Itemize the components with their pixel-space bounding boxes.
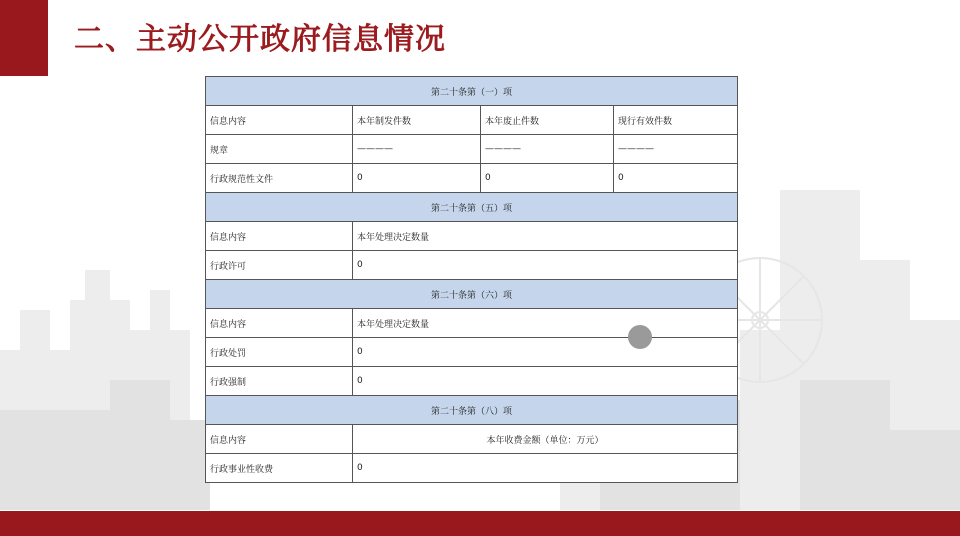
header-cell: 本年收费金额（单位：万元） bbox=[353, 425, 738, 454]
header-cell: 信息内容 bbox=[206, 222, 353, 251]
header-cell: 本年废止件数 bbox=[481, 106, 614, 135]
table-cell: 0 bbox=[353, 454, 738, 483]
header-cell: 本年处理决定数量 bbox=[353, 222, 738, 251]
table-cell: 0 bbox=[614, 164, 738, 193]
table-cell: ———— bbox=[353, 135, 481, 164]
table-row bbox=[206, 135, 738, 164]
table-cell: 0 bbox=[481, 164, 614, 193]
header-cell: 信息内容 bbox=[206, 106, 353, 135]
table-cell: 0 bbox=[353, 367, 738, 396]
section-heading-row bbox=[206, 193, 738, 222]
row-label: 行政许可 bbox=[206, 251, 353, 280]
table-header-row bbox=[206, 309, 738, 338]
row-label: 行政规范性文件 bbox=[206, 164, 353, 193]
corner-accent-block bbox=[0, 0, 48, 76]
table-cell: 0 bbox=[353, 164, 481, 193]
section-heading-row bbox=[206, 280, 738, 309]
section-heading: 第二十条第（五）项 bbox=[206, 193, 738, 222]
row-label: 行政强制 bbox=[206, 367, 353, 396]
table-header-row bbox=[206, 106, 738, 135]
row-label: 规章 bbox=[206, 135, 353, 164]
section-heading-row bbox=[206, 396, 738, 425]
table-header-row bbox=[206, 425, 738, 454]
header-cell: 本年制发件数 bbox=[353, 106, 481, 135]
table-cell: 0 bbox=[353, 251, 738, 280]
table-row bbox=[206, 338, 738, 367]
table-row bbox=[206, 251, 738, 280]
header-cell: 现行有效件数 bbox=[614, 106, 738, 135]
table-row bbox=[206, 454, 738, 483]
section-heading: 第二十条第（六）项 bbox=[206, 280, 738, 309]
header-cell: 本年处理决定数量 bbox=[353, 309, 738, 338]
table-row bbox=[206, 367, 738, 396]
section-heading: 第二十条第（八）项 bbox=[206, 396, 738, 425]
pointer-dot bbox=[628, 325, 652, 349]
row-label: 行政事业性收费 bbox=[206, 454, 353, 483]
row-label: 行政处罚 bbox=[206, 338, 353, 367]
bottom-accent-bar bbox=[0, 511, 960, 536]
table-header-row bbox=[206, 222, 738, 251]
table-row bbox=[206, 164, 738, 193]
header-cell: 信息内容 bbox=[206, 425, 353, 454]
section-heading: 第二十条第（一）项 bbox=[206, 77, 738, 106]
slide-title: 二、主动公开政府信息情况 bbox=[74, 22, 446, 57]
section-heading-row bbox=[206, 77, 738, 106]
header-cell: 信息内容 bbox=[206, 309, 353, 338]
table-cell: ———— bbox=[614, 135, 738, 164]
table-cell: ———— bbox=[481, 135, 614, 164]
table-cell: 0 bbox=[353, 338, 738, 367]
disclosure-table bbox=[205, 76, 738, 483]
